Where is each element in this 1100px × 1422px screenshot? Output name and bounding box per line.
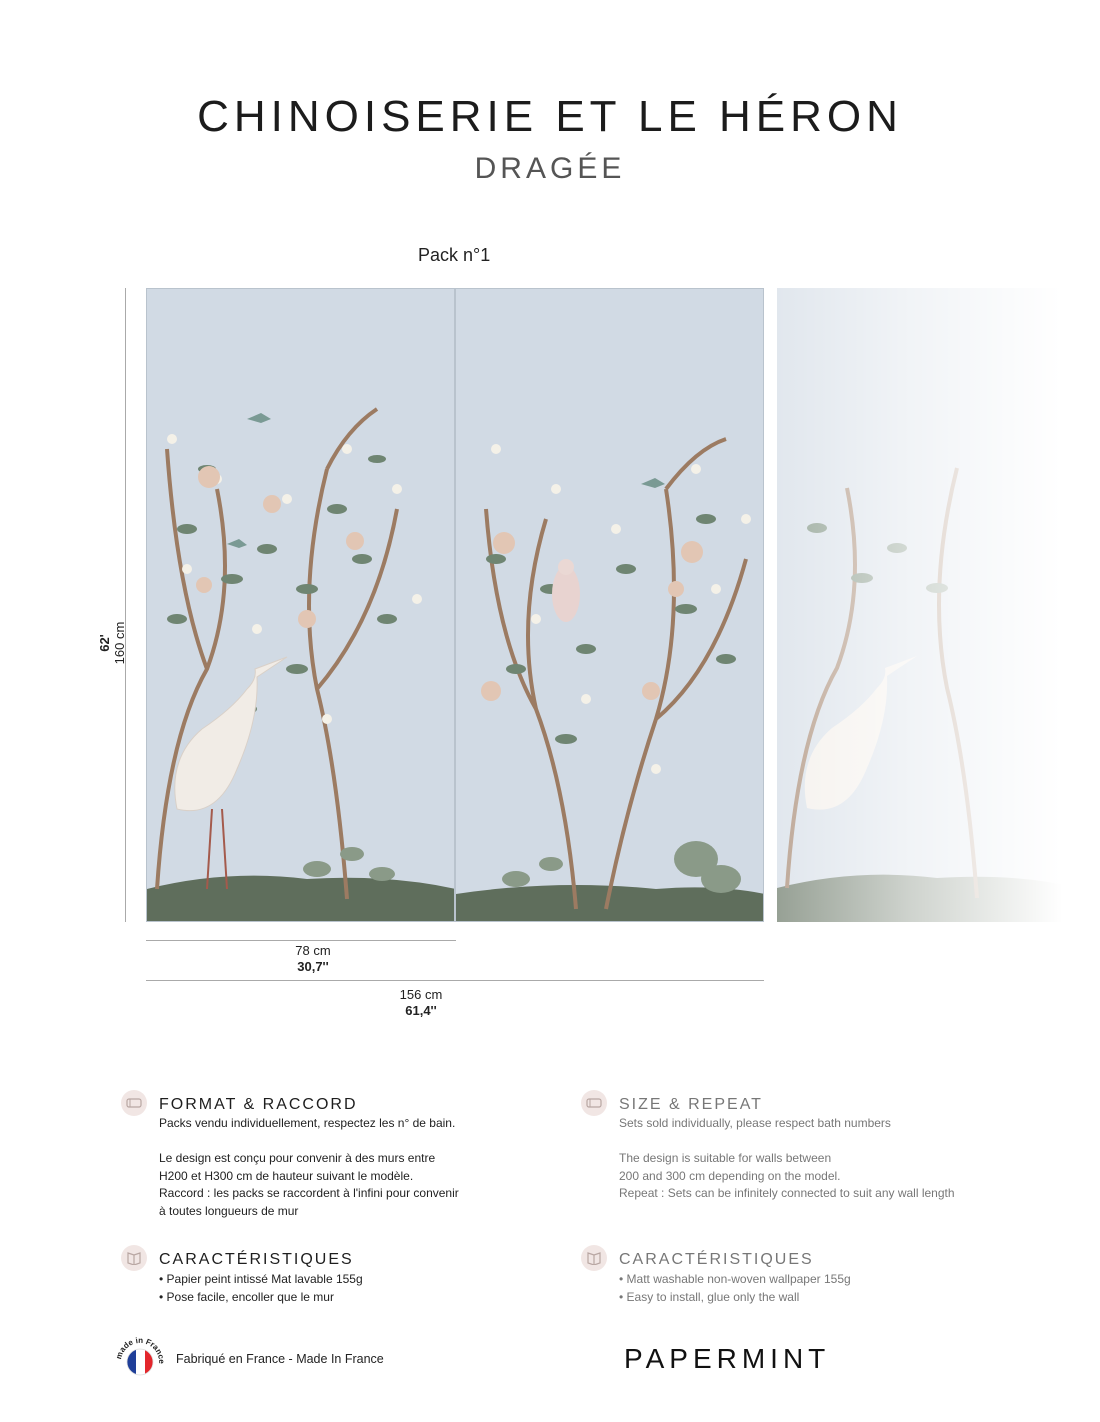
total-width-line [146, 980, 764, 981]
format-en-title: SIZE & REPEAT [619, 1096, 763, 1113]
total-width-cm: 156 cm [399, 987, 443, 1002]
made-in-france-text: Fabriqué en France - Made In France [176, 1352, 384, 1366]
height-cm: 160 cm [112, 621, 127, 665]
pack-label: Pack n°1 [418, 245, 491, 265]
format-en-body [619, 1115, 955, 1203]
made-in-france-badge [113, 1332, 167, 1386]
format-en-line: Repeat : Sets can be infinitely connected to suit any wall length [619, 1186, 955, 1200]
wallpaper-panel-2 [455, 288, 764, 922]
format-fr-line: H200 et H300 cm de hauteur suivant le modèle. [159, 1168, 414, 1183]
specs-fr-title: CARACTÉRISTIQUES [159, 1251, 354, 1268]
specs-fr-body [159, 1271, 363, 1306]
panel-1-artwork [147, 289, 455, 922]
total-width-in: 61,4'' [405, 1003, 437, 1018]
panel-width-line [146, 940, 456, 941]
format-fr-body [159, 1115, 459, 1220]
format-en-line: 200 and 300 cm depending on the model. [619, 1168, 841, 1183]
panel-2-artwork [456, 289, 764, 922]
colorway-subtitle: DRAGÉE [474, 152, 626, 185]
specs-fr-line: • Pose facile, encoller que le mur [159, 1289, 334, 1304]
book-icon [121, 1245, 147, 1271]
papermint-logo: PAPERMINT [624, 1343, 831, 1374]
book-icon [581, 1245, 607, 1271]
roll-icon [121, 1090, 147, 1116]
panel-width-label [263, 943, 363, 975]
panel-width-in: 30,7'' [297, 959, 329, 974]
page-title: CHINOISERIE ET LE HÉRON [197, 92, 903, 141]
specs-en-line: • Easy to install, glue only the wall [619, 1289, 800, 1304]
format-fr-line: Le design est conçu pour convenir à des murs entre [159, 1151, 436, 1165]
specs-en-body [619, 1271, 851, 1306]
height-inches: 62' [97, 634, 112, 652]
total-width-label [371, 987, 471, 1019]
format-fr-line: à toutes longueurs de mur [159, 1203, 299, 1218]
format-fr-title: FORMAT & RACCORD [159, 1096, 358, 1113]
fade-overlay [777, 288, 1077, 922]
specs-en-title: CARACTÉRISTIQUES [619, 1251, 814, 1268]
format-fr-line: Raccord : les packs se raccordent à l'infini pour convenir [159, 1186, 459, 1200]
roll-icon [581, 1090, 607, 1116]
french-flag-icon [113, 1332, 167, 1386]
specs-en-line: • Matt washable non-woven wallpaper 155g [619, 1272, 851, 1286]
badge-text: made in France [114, 1335, 167, 1364]
height-dimension-label [97, 603, 127, 683]
panel-width-cm: 78 cm [295, 943, 331, 958]
format-fr-line: Packs vendu individuellement, respectez les n° de bain. [159, 1116, 456, 1130]
specs-fr-line: • Papier peint intissé Mat lavable 155g [159, 1272, 363, 1286]
wallpaper-panel-1 [146, 288, 455, 922]
format-en-line: Sets sold individually, please respect bath numbers [619, 1116, 891, 1130]
wallpaper-panel-repeat-preview [777, 288, 1077, 922]
format-en-line: The design is suitable for walls between [619, 1151, 832, 1165]
